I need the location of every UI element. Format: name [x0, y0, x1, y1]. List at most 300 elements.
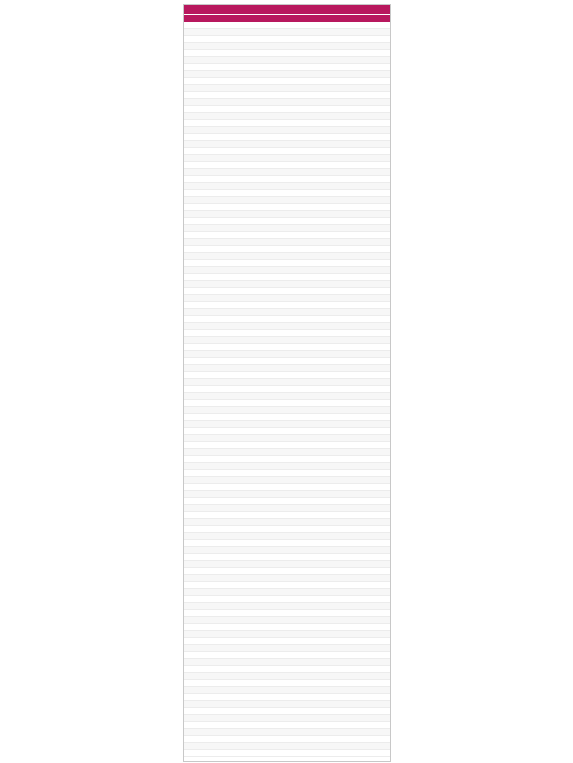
table-cell — [351, 176, 390, 182]
table-row — [184, 568, 390, 575]
table-cell — [351, 750, 390, 756]
table-cell — [223, 729, 316, 735]
table-cell — [316, 554, 351, 560]
table-cell — [223, 22, 316, 28]
table-row — [184, 197, 390, 204]
table-cell — [351, 547, 390, 553]
table-cell — [184, 680, 223, 686]
table-cell — [184, 29, 223, 35]
table-cell — [223, 92, 316, 98]
table-row — [184, 617, 390, 624]
table-row — [184, 379, 390, 386]
table-cell — [316, 43, 351, 49]
table-cell — [316, 225, 351, 231]
table-cell — [351, 71, 390, 77]
table-row — [184, 183, 390, 190]
table-cell — [316, 260, 351, 266]
table-cell — [351, 127, 390, 133]
table-cell — [351, 652, 390, 658]
table-cell — [184, 141, 223, 147]
table-cell — [316, 512, 351, 518]
table-cell — [223, 344, 316, 350]
table-cell — [184, 694, 223, 700]
table-row — [184, 575, 390, 582]
table-row — [184, 701, 390, 708]
table-cell — [223, 624, 316, 630]
table-cell — [316, 701, 351, 707]
table-cell — [223, 29, 316, 35]
table-cell — [184, 533, 223, 539]
table-row — [184, 680, 390, 687]
table-cell — [184, 701, 223, 707]
table-cell — [223, 519, 316, 525]
table-row — [184, 141, 390, 148]
table-row — [184, 295, 390, 302]
table-cell — [316, 386, 351, 392]
table-row — [184, 323, 390, 330]
table-row — [184, 435, 390, 442]
table-cell — [223, 407, 316, 413]
table-cell — [223, 232, 316, 238]
table-cell — [223, 680, 316, 686]
table-cell — [184, 365, 223, 371]
table-row — [184, 274, 390, 281]
table-cell — [351, 197, 390, 203]
table-cell — [316, 148, 351, 154]
table-cell — [316, 372, 351, 378]
table-row — [184, 239, 390, 246]
table-cell — [351, 372, 390, 378]
table-row — [184, 512, 390, 519]
table-cell — [316, 561, 351, 567]
table-cell — [316, 449, 351, 455]
table-cell — [184, 652, 223, 658]
table-cell — [184, 722, 223, 728]
table-cell — [184, 316, 223, 322]
table-cell — [223, 484, 316, 490]
table-cell — [184, 568, 223, 574]
table-cell — [223, 253, 316, 259]
table-cell — [223, 204, 316, 210]
table-cell — [184, 484, 223, 490]
table-row — [184, 29, 390, 36]
table-cell — [351, 414, 390, 420]
table-row — [184, 498, 390, 505]
table-cell — [316, 694, 351, 700]
table-row — [184, 288, 390, 295]
table-cell — [184, 85, 223, 91]
table-cell — [184, 162, 223, 168]
table-row — [184, 351, 390, 358]
table-cell — [351, 232, 390, 238]
table-title — [184, 5, 390, 14]
table-cell — [184, 631, 223, 637]
table-cell — [351, 260, 390, 266]
table-cell — [351, 162, 390, 168]
table-cell — [351, 309, 390, 315]
table-cell — [316, 610, 351, 616]
table-cell — [316, 652, 351, 658]
table-cell — [223, 183, 316, 189]
table-cell — [223, 414, 316, 420]
table-cell — [316, 337, 351, 343]
table-cell — [351, 386, 390, 392]
table-cell — [351, 603, 390, 609]
table-cell — [316, 71, 351, 77]
table-cell — [351, 477, 390, 483]
table-cell — [223, 323, 316, 329]
table-cell — [223, 617, 316, 623]
table-row — [184, 729, 390, 736]
table-cell — [316, 218, 351, 224]
table-cell — [223, 36, 316, 42]
table-row — [184, 554, 390, 561]
table-cell — [184, 575, 223, 581]
table-cell — [223, 239, 316, 245]
table-cell — [316, 36, 351, 42]
table-cell — [184, 43, 223, 49]
table-cell — [351, 393, 390, 399]
table-cell — [184, 687, 223, 693]
table-cell — [184, 274, 223, 280]
table-row — [184, 64, 390, 71]
table-cell — [316, 673, 351, 679]
table-cell — [223, 358, 316, 364]
table-cell — [223, 456, 316, 462]
table-cell — [351, 316, 390, 322]
table-cell — [316, 477, 351, 483]
table-cell — [316, 659, 351, 665]
table-row — [184, 722, 390, 729]
table-cell — [184, 239, 223, 245]
table-cell — [316, 57, 351, 63]
table-cell — [223, 57, 316, 63]
table-row — [184, 162, 390, 169]
table-cell — [351, 239, 390, 245]
table-row — [184, 540, 390, 547]
table-cell — [223, 134, 316, 140]
table-row — [184, 225, 390, 232]
table-cell — [223, 736, 316, 742]
table-cell — [184, 477, 223, 483]
table-cell — [351, 302, 390, 308]
table-cell — [351, 407, 390, 413]
table-cell — [223, 547, 316, 553]
table-cell — [351, 526, 390, 532]
table-cell — [316, 442, 351, 448]
table-cell — [351, 351, 390, 357]
table-cell — [316, 302, 351, 308]
table-row — [184, 246, 390, 253]
table-cell — [184, 407, 223, 413]
table-row — [184, 85, 390, 92]
table-cell — [184, 421, 223, 427]
table-cell — [316, 162, 351, 168]
table-cell — [223, 64, 316, 70]
table-cell — [351, 617, 390, 623]
table-cell — [316, 106, 351, 112]
table-cell — [184, 71, 223, 77]
table-cell — [351, 323, 390, 329]
table-row — [184, 57, 390, 64]
table-row — [184, 456, 390, 463]
table-cell — [351, 253, 390, 259]
table-cell — [351, 50, 390, 56]
table-cell — [223, 379, 316, 385]
table-cell — [351, 666, 390, 672]
table-cell — [184, 155, 223, 161]
table-cell — [316, 92, 351, 98]
table-cell — [184, 302, 223, 308]
table-row — [184, 155, 390, 162]
table-row — [184, 106, 390, 113]
table-cell — [316, 533, 351, 539]
table-cell — [351, 470, 390, 476]
table-cell — [351, 155, 390, 161]
table-cell — [223, 610, 316, 616]
table-cell — [223, 281, 316, 287]
table-cell — [351, 589, 390, 595]
table-cell — [184, 372, 223, 378]
table-cell — [316, 722, 351, 728]
table-cell — [184, 169, 223, 175]
table-cell — [223, 260, 316, 266]
table-row — [184, 442, 390, 449]
table-cell — [184, 120, 223, 126]
table-row — [184, 386, 390, 393]
table-row — [184, 694, 390, 701]
column-header-listing — [223, 15, 316, 22]
table-body — [184, 22, 390, 757]
table-cell — [184, 260, 223, 266]
table-cell — [223, 743, 316, 749]
table-cell — [316, 435, 351, 441]
table-cell — [223, 393, 316, 399]
table-row — [184, 463, 390, 470]
table-cell — [223, 582, 316, 588]
table-cell — [351, 694, 390, 700]
table-row — [184, 176, 390, 183]
table-cell — [184, 92, 223, 98]
table-cell — [316, 575, 351, 581]
table-cell — [351, 512, 390, 518]
table-cell — [184, 106, 223, 112]
table-cell — [316, 316, 351, 322]
table-cell — [184, 470, 223, 476]
table-cell — [184, 435, 223, 441]
table-cell — [184, 715, 223, 721]
table-cell — [184, 442, 223, 448]
table-row — [184, 652, 390, 659]
table-cell — [316, 358, 351, 364]
table-cell — [184, 211, 223, 217]
table-cell — [351, 701, 390, 707]
table-cell — [316, 288, 351, 294]
table-cell — [184, 491, 223, 497]
table-cell — [184, 526, 223, 532]
table-cell — [223, 442, 316, 448]
table-cell — [184, 246, 223, 252]
table-cell — [351, 57, 390, 63]
table-cell — [351, 596, 390, 602]
table-cell — [316, 421, 351, 427]
table-cell — [316, 624, 351, 630]
table-row — [184, 631, 390, 638]
table-cell — [316, 540, 351, 546]
table-cell — [351, 288, 390, 294]
table-cell — [184, 351, 223, 357]
table-cell — [351, 673, 390, 679]
table-cell — [184, 400, 223, 406]
table-cell — [223, 169, 316, 175]
table-cell — [223, 449, 316, 455]
table-row — [184, 22, 390, 29]
table-row — [184, 547, 390, 554]
table-cell — [223, 295, 316, 301]
table-cell — [184, 337, 223, 343]
table-row — [184, 421, 390, 428]
table-cell — [223, 463, 316, 469]
table-cell — [223, 421, 316, 427]
table-row — [184, 372, 390, 379]
table-cell — [351, 330, 390, 336]
table-cell — [184, 708, 223, 714]
table-cell — [184, 729, 223, 735]
table-cell — [184, 659, 223, 665]
table-cell — [184, 218, 223, 224]
table-row — [184, 484, 390, 491]
table-cell — [316, 323, 351, 329]
table-cell — [223, 715, 316, 721]
table-cell — [223, 652, 316, 658]
table-cell — [184, 22, 223, 28]
table-cell — [223, 225, 316, 231]
table-cell — [223, 330, 316, 336]
table-cell — [351, 344, 390, 350]
table-row — [184, 43, 390, 50]
table-cell — [223, 99, 316, 105]
table-cell — [316, 379, 351, 385]
table-cell — [223, 120, 316, 126]
table-cell — [316, 78, 351, 84]
table-cell — [184, 666, 223, 672]
table-cell — [223, 645, 316, 651]
table-cell — [316, 519, 351, 525]
table-cell — [316, 309, 351, 315]
table-cell — [316, 267, 351, 273]
table-cell — [351, 449, 390, 455]
table-cell — [316, 274, 351, 280]
table-cell — [184, 190, 223, 196]
table-cell — [316, 414, 351, 420]
table-cell — [223, 127, 316, 133]
table-row — [184, 92, 390, 99]
table-cell — [351, 610, 390, 616]
table-cell — [316, 680, 351, 686]
table-row — [184, 330, 390, 337]
table-cell — [316, 729, 351, 735]
table-cell — [316, 64, 351, 70]
table-cell — [316, 99, 351, 105]
table-cell — [316, 120, 351, 126]
table-cell — [184, 736, 223, 742]
table-cell — [351, 645, 390, 651]
table-row — [184, 71, 390, 78]
table-cell — [184, 449, 223, 455]
table-cell — [351, 134, 390, 140]
table-cell — [351, 225, 390, 231]
table-row — [184, 736, 390, 743]
table-row — [184, 477, 390, 484]
table-cell — [184, 638, 223, 644]
table-cell — [351, 638, 390, 644]
table-cell — [223, 148, 316, 154]
table-cell — [223, 288, 316, 294]
table-cell — [351, 148, 390, 154]
table-cell — [351, 218, 390, 224]
table-cell — [223, 505, 316, 511]
table-row — [184, 365, 390, 372]
table-cell — [351, 267, 390, 273]
table-cell — [351, 106, 390, 112]
table-cell — [184, 456, 223, 462]
table-cell — [316, 190, 351, 196]
table-cell — [223, 750, 316, 756]
table-row — [184, 78, 390, 85]
table-cell — [351, 169, 390, 175]
table-row — [184, 316, 390, 323]
table-cell — [351, 631, 390, 637]
table-cell — [223, 659, 316, 665]
table-cell — [316, 204, 351, 210]
table-cell — [223, 687, 316, 693]
table-cell — [223, 498, 316, 504]
table-cell — [184, 386, 223, 392]
table-cell — [184, 463, 223, 469]
table-cell — [184, 344, 223, 350]
table-cell — [184, 617, 223, 623]
table-cell — [184, 36, 223, 42]
table-cell — [184, 64, 223, 70]
table-cell — [351, 561, 390, 567]
table-row — [184, 400, 390, 407]
table-row — [184, 260, 390, 267]
table-row — [184, 267, 390, 274]
table-cell — [184, 99, 223, 105]
table-cell — [351, 736, 390, 742]
table-cell — [351, 624, 390, 630]
table-cell — [223, 176, 316, 182]
table-cell — [223, 638, 316, 644]
table-cell — [316, 344, 351, 350]
table-row — [184, 148, 390, 155]
table-row — [184, 687, 390, 694]
table-row — [184, 211, 390, 218]
table-cell — [316, 127, 351, 133]
table-cell — [316, 183, 351, 189]
table-row — [184, 127, 390, 134]
table-cell — [184, 267, 223, 273]
table-cell — [316, 456, 351, 462]
table-cell — [316, 750, 351, 756]
table-cell — [223, 211, 316, 217]
table-cell — [223, 491, 316, 497]
table-cell — [316, 582, 351, 588]
table-cell — [316, 22, 351, 28]
table-cell — [316, 393, 351, 399]
table-cell — [223, 603, 316, 609]
table-row — [184, 470, 390, 477]
